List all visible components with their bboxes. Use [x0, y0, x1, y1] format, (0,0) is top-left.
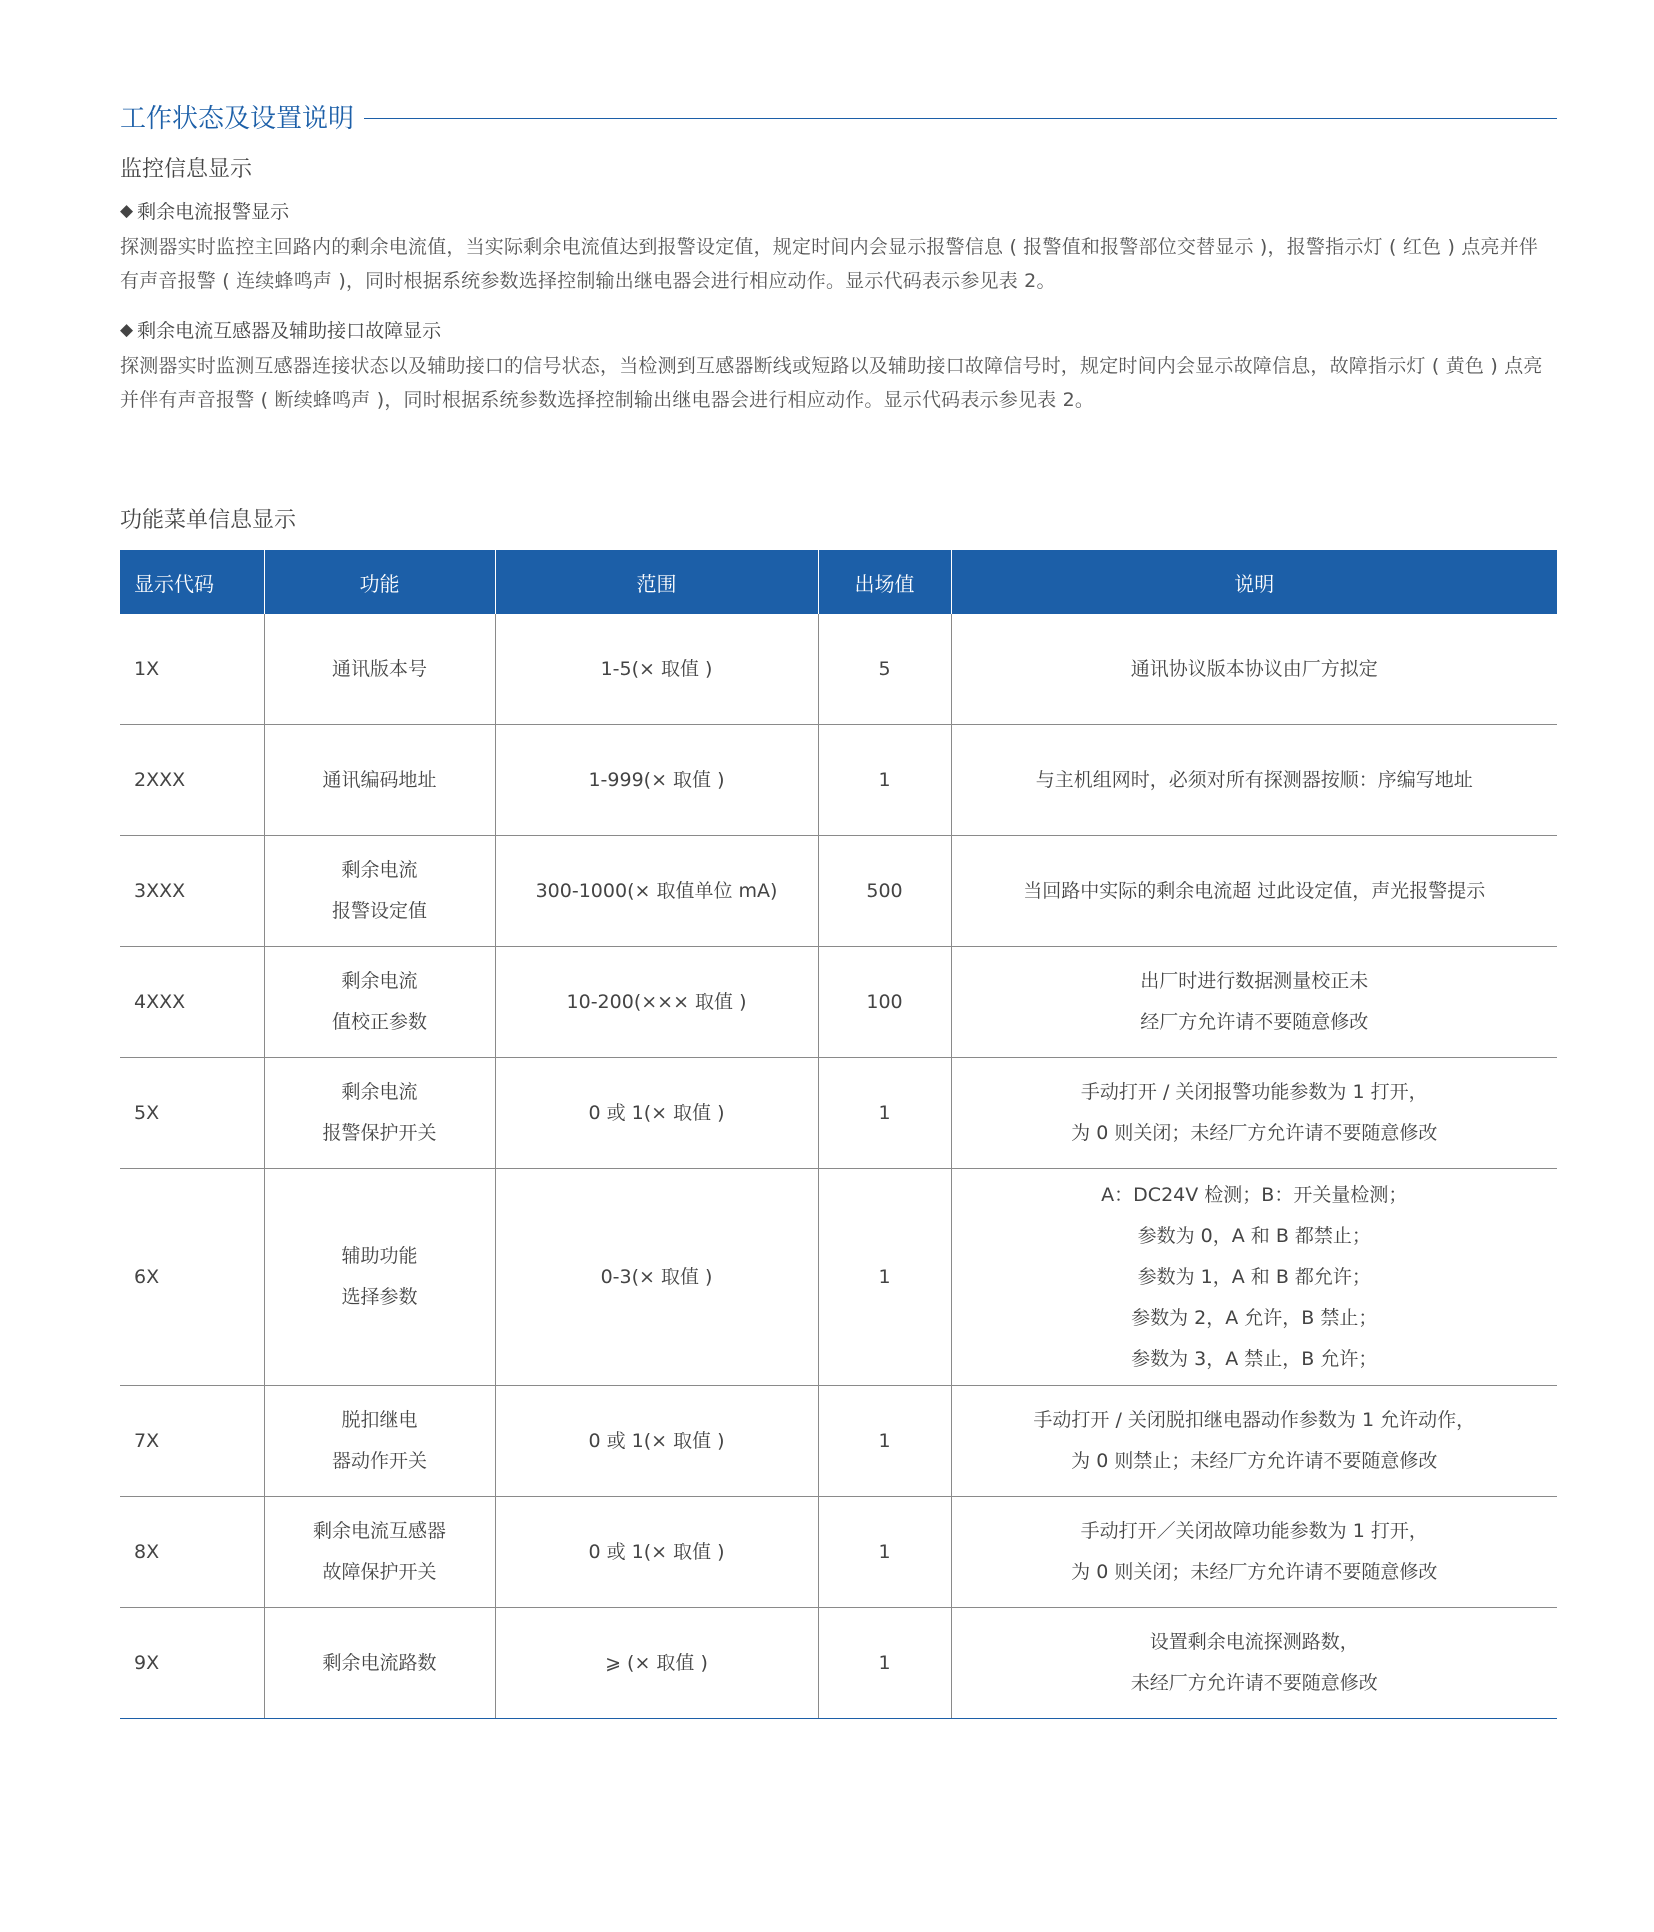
- cell-description-line: 经厂方允许请不要随意修改: [1140, 1011, 1369, 1033]
- cell-function: [264, 1608, 495, 1719]
- cell-description-line: 未经厂方允许请不要随意修改: [1130, 1672, 1378, 1694]
- table-row: [120, 614, 1557, 725]
- cell-function-line: 剩余电流互感器: [312, 1520, 446, 1542]
- cell-description-line: 手动打开／关闭故障功能参数为 1 打开，: [1080, 1520, 1428, 1542]
- cell-description-line: 参数为 0，A 和 B 都禁止；: [1137, 1224, 1371, 1247]
- cell-description-line: 参数为 2，A 允许，B 禁止；: [1131, 1306, 1378, 1329]
- cell-description: [951, 836, 1557, 947]
- bullet-heading-text: 剩余电流报警显示: [137, 201, 290, 223]
- paragraph: 探测器实时监控主回路内的剩余电流值，当实际剩余电流值达到报警设定值，规定时间内会显示报警信息 ( 报警值和报警部位交替显示 )，报警指示灯 ( 红色 ) 点亮并伴有声音报警 ( 连续蜂鸣声 )，同时根据系统参数选择控制输出继电器会进行相应动作。显示代码表示参见表 2。: [120, 236, 1539, 292]
- table-row: [120, 836, 1557, 947]
- cell-function-line: 通讯版本号: [331, 657, 427, 680]
- cell-description-line: 参数为 1，A 和 B 都允许；: [1137, 1265, 1371, 1288]
- cell-code: 1X: [120, 614, 264, 725]
- cell-default: 100: [818, 947, 951, 1058]
- table-header-row: [120, 550, 1557, 614]
- bullet-heading: [120, 316, 1557, 343]
- cell-range: 0-3(× 取值 ): [495, 1169, 818, 1386]
- diamond-bullet-icon: ◆: [120, 319, 134, 340]
- section-header: [120, 96, 1557, 136]
- cell-function: [264, 1058, 495, 1169]
- cell-code: 9X: [120, 1608, 264, 1719]
- table-row: [120, 1058, 1557, 1169]
- table-row: [120, 1497, 1557, 1608]
- cell-code: 4XXX: [120, 947, 264, 1058]
- cell-function-line: 辅助功能: [341, 1245, 418, 1267]
- header-default: 出场值: [818, 550, 951, 614]
- cell-function-line: 值校正参数: [331, 1011, 427, 1033]
- cell-function-line: 报警设定值: [331, 900, 427, 922]
- diamond-bullet-icon: ◆: [120, 200, 134, 221]
- cell-range: 300-1000(× 取值单位 mA): [495, 836, 818, 947]
- cell-range: 0 或 1(× 取值 ): [495, 1497, 818, 1608]
- cell-function-line: 选择参数: [341, 1286, 418, 1308]
- cell-function-line: 故障保护开关: [322, 1561, 437, 1583]
- cell-description-line: 与主机组网时，必须对所有探测器按顺：序编写地址: [1035, 768, 1473, 791]
- cell-function: [264, 1497, 495, 1608]
- cell-default: 1: [818, 725, 951, 836]
- cell-description-line: 当回路中实际的剩余电流超 过此设定值，声光报警提示: [1023, 879, 1486, 902]
- bullet-heading-text: 剩余电流互感器及辅助接口故障显示: [137, 320, 442, 342]
- cell-description-line: 出厂时进行数据测量校正未: [1140, 970, 1369, 992]
- table-row: [120, 1386, 1557, 1497]
- header-description: 说明: [951, 550, 1557, 614]
- cell-range: 0 或 1(× 取值 ): [495, 1386, 818, 1497]
- cell-code: 2XXX: [120, 725, 264, 836]
- cell-function: [264, 725, 495, 836]
- cell-range: 0 或 1(× 取值 ): [495, 1058, 818, 1169]
- cell-description: [951, 1497, 1557, 1608]
- function-menu-table: [120, 550, 1557, 1719]
- cell-description-line: 为 0 则禁止；未经厂方允许请不要随意修改: [1071, 1450, 1438, 1472]
- section-title: 工作状态及设置说明: [120, 103, 355, 134]
- cell-description-line: 为 0 则关闭；未经厂方允许请不要随意修改: [1071, 1122, 1438, 1144]
- cell-default: 1: [818, 1169, 951, 1386]
- table-body: [120, 614, 1557, 1719]
- header-code: 显示代码: [120, 550, 264, 614]
- cell-function: [264, 836, 495, 947]
- cell-description: [951, 947, 1557, 1058]
- cell-default: 500: [818, 836, 951, 947]
- table-row: [120, 725, 1557, 836]
- cell-default: 1: [818, 1058, 951, 1169]
- cell-code: 8X: [120, 1497, 264, 1608]
- cell-description: [951, 614, 1557, 725]
- monitor-subtitle: 监控信息显示: [120, 157, 253, 182]
- cell-description-line: 参数为 3，A 禁止，B 允许；: [1131, 1347, 1378, 1370]
- cell-description-line: 设置剩余电流探测路数，: [1149, 1631, 1359, 1653]
- cell-function: [264, 947, 495, 1058]
- cell-description-line: 手动打开 / 关闭脱扣继电器动作参数为 1 允许动作，: [1033, 1409, 1476, 1431]
- cell-function: [264, 1169, 495, 1386]
- alarm-display-block: [120, 197, 1557, 298]
- fault-display-block: [120, 316, 1557, 417]
- paragraph: 探测器实时监测互感器连接状态以及辅助接口的信号状态，当检测到互感器断线或短路以及辅助接口故障信号时，规定时间内会显示故障信息，故障指示灯 ( 黄色 ) 点亮并伴有声音报警 ( 断续蜂鸣声 )，同时根据系统参数选择控制输出继电器会进行相应动作。显示代码表示参见表 2。: [120, 355, 1543, 411]
- cell-description: [951, 1608, 1557, 1719]
- cell-description-line: 通讯协议版本协议由厂方拟定: [1130, 657, 1378, 680]
- cell-default: 1: [818, 1386, 951, 1497]
- cell-description-line: 为 0 则关闭；未经厂方允许请不要随意修改: [1071, 1561, 1438, 1583]
- cell-description: [951, 1058, 1557, 1169]
- cell-code: 7X: [120, 1386, 264, 1497]
- document-page: [120, 96, 1557, 1719]
- cell-description-line: 手动打开 / 关闭报警功能参数为 1 打开，: [1080, 1081, 1428, 1103]
- header-function: 功能: [264, 550, 495, 614]
- table-row: [120, 947, 1557, 1058]
- cell-function: [264, 1386, 495, 1497]
- cell-range: 1-999(× 取值 ): [495, 725, 818, 836]
- cell-description: [951, 1169, 1557, 1386]
- cell-default: 1: [818, 1608, 951, 1719]
- cell-description: [951, 725, 1557, 836]
- cell-function-line: 剩余电流: [341, 859, 418, 881]
- cell-default: 5: [818, 614, 951, 725]
- cell-code: 3XXX: [120, 836, 264, 947]
- cell-function-line: 剩余电流: [341, 970, 418, 992]
- cell-range: ⩾ (× 取值 ): [495, 1608, 818, 1719]
- cell-code: 5X: [120, 1058, 264, 1169]
- cell-function-line: 器动作开关: [331, 1450, 427, 1472]
- cell-range: 10-200(××× 取值 ): [495, 947, 818, 1058]
- cell-function-line: 剩余电流路数: [322, 1651, 437, 1674]
- table-row: [120, 1608, 1557, 1719]
- section-divider: [364, 118, 1557, 119]
- cell-description-line: A：DC24V 检测；B：开关量检测；: [1101, 1183, 1408, 1206]
- cell-function-line: 剩余电流: [341, 1081, 418, 1103]
- cell-function-line: 脱扣继电: [341, 1409, 418, 1431]
- cell-function-line: 通讯编码地址: [322, 768, 437, 791]
- cell-function: [264, 614, 495, 725]
- cell-default: 1: [818, 1497, 951, 1608]
- cell-function-line: 报警保护开关: [322, 1122, 437, 1144]
- cell-code: 6X: [120, 1169, 264, 1386]
- table-title: 功能菜单信息显示: [120, 508, 297, 533]
- cell-description: [951, 1386, 1557, 1497]
- table-row: [120, 1169, 1557, 1386]
- cell-range: 1-5(× 取值 ): [495, 614, 818, 725]
- bullet-heading: [120, 197, 1557, 224]
- header-range: 范围: [495, 550, 818, 614]
